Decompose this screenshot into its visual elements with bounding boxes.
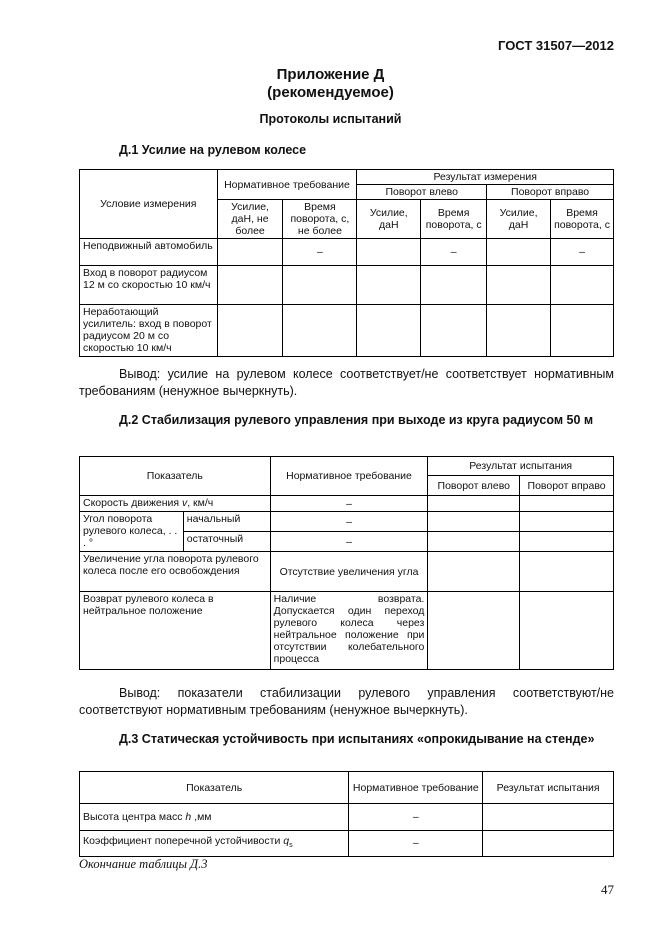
cell	[520, 532, 614, 552]
cell	[217, 266, 283, 305]
table-row	[80, 592, 614, 670]
conclusion-d1	[79, 366, 614, 400]
appendix-title	[0, 66, 661, 102]
dash-cell: –	[421, 239, 487, 266]
col-left-time: Время поворота, с	[421, 200, 487, 239]
cell	[520, 592, 614, 670]
table-continuation-note: Окончание таблицы Д.3	[79, 857, 208, 871]
table-row	[80, 830, 614, 856]
row-speed-label: Скорость движения	[83, 496, 182, 509]
section-d3-title-text: Д.3 Статическая устойчивость при испытаниях «опрокидывание на стенде»	[119, 732, 595, 746]
cell	[551, 305, 614, 357]
col-condition: Условие измерения	[80, 170, 218, 239]
cell	[357, 305, 421, 357]
row-angle-initial: начальный	[183, 512, 270, 532]
col-norm-force: Усилие, даН, не более	[217, 200, 283, 239]
appendix-title-line: Приложение Д	[276, 66, 385, 83]
row-coefficient	[80, 830, 349, 856]
document-code: ГОСТ 31507—2012	[498, 38, 614, 53]
row-increase: Увеличение угла поворота рулевого колеса после его освобождения	[80, 552, 271, 592]
table-row	[80, 552, 614, 592]
table-row	[80, 495, 614, 511]
table-d3	[79, 771, 614, 857]
cell	[283, 266, 357, 305]
cell	[520, 495, 614, 511]
section-d2-title-text: Д.2 Стабилизация рулевого управления при выходе из круга радиусом 50 м	[119, 413, 594, 427]
row-speed	[80, 495, 271, 511]
cell	[428, 552, 520, 592]
dash-cell: –	[270, 532, 428, 552]
row-speed-symbol: v	[181, 496, 188, 509]
row-condition: Вход в поворот радиусом 12 м со скоростью 10 км/ч	[80, 266, 218, 305]
conclusion-d2-text: Вывод: показатели стабилизации рулевого управления соответствуют/не соответствуют нормативным требованиям (ненужное вычеркнуть).	[79, 686, 614, 717]
row-speed-unit: , км/ч	[187, 496, 214, 509]
col-right-time: Время поворота, с	[551, 200, 614, 239]
row-condition: Неработающий усилитель: вход в поворот радиусом 20 м со скоростью 10 км/ч	[80, 305, 218, 357]
cell	[428, 592, 520, 670]
col-turn-left: Поворот влево	[357, 185, 487, 200]
row-angle-residual: остаточный	[183, 532, 270, 552]
table-d2	[79, 456, 614, 670]
table-d1	[79, 169, 614, 357]
col-norm: Нормативное требование	[217, 170, 357, 200]
cell	[421, 305, 487, 357]
row-height-unit: ,мм	[191, 811, 212, 824]
col-result: Результат испытания	[428, 457, 614, 476]
cell	[520, 552, 614, 592]
table-row	[80, 266, 614, 305]
row-height-symbol: h	[185, 811, 192, 824]
dash-cell: –	[270, 495, 428, 511]
row-coefficient-subscript: s	[289, 841, 293, 849]
row-height-label: Высота центра масс	[83, 811, 186, 824]
cell	[283, 305, 357, 357]
col-turn-right: Поворот вправо	[487, 185, 614, 200]
row-increase-req: Отсутствие увеличения угла	[270, 552, 428, 592]
table-row	[80, 305, 614, 357]
section-d3-title	[79, 731, 614, 748]
section-d1-title: Д.1 Усилие на рулевом колесе	[119, 143, 307, 157]
col-left-force: Усилие, даН	[357, 200, 421, 239]
dash-cell: –	[283, 239, 357, 266]
cell	[551, 266, 614, 305]
cell	[217, 305, 283, 357]
cell	[428, 512, 520, 532]
cell	[357, 239, 421, 266]
col-indicator: Показатель	[80, 772, 349, 804]
conclusion-d1-text: Вывод: усилие на рулевом колесе соответствует/не соответствует нормативным требованиям (ненужное вычеркнуть).	[79, 367, 614, 398]
col-result: Результат измерения	[357, 170, 614, 185]
cell	[487, 305, 551, 357]
table-row	[80, 804, 614, 830]
table-row	[80, 239, 614, 266]
cell	[428, 532, 520, 552]
cell	[483, 804, 614, 830]
col-right-force: Усилие, даН	[487, 200, 551, 239]
cell	[520, 512, 614, 532]
col-norm: Нормативное требование	[349, 772, 483, 804]
page-number: 47	[601, 882, 614, 897]
dash-cell: –	[349, 830, 483, 856]
row-angle: Угол поворота рулевого колеса, . . . °	[80, 512, 184, 552]
dash-cell: –	[349, 804, 483, 830]
cell	[421, 266, 487, 305]
cell	[428, 495, 520, 511]
cell	[487, 239, 551, 266]
row-height	[80, 804, 349, 830]
col-norm-time: Время поворота, с, не более	[283, 200, 357, 239]
dash-cell: –	[270, 512, 428, 532]
row-return: Возврат рулевого колеса в нейтральное положение	[80, 592, 271, 670]
section-d2-title	[79, 412, 614, 429]
row-condition: Неподвижный автомобиль	[80, 239, 218, 266]
dash-cell: –	[551, 239, 614, 266]
protocols-title: Протоколы испытаний	[259, 112, 402, 126]
table-row	[80, 512, 614, 532]
conclusion-d2	[79, 685, 614, 719]
cell	[487, 266, 551, 305]
col-indicator: Показатель	[80, 457, 271, 496]
col-result: Результат испытания	[483, 772, 614, 804]
col-norm: Нормативное требование	[270, 457, 428, 496]
col-turn-left: Поворот влево	[428, 476, 520, 495]
row-coefficient-symbol: q	[283, 834, 290, 847]
appendix-subtitle: (рекомендуемое)	[267, 84, 394, 101]
cell	[483, 830, 614, 856]
row-return-req: Наличие возврата. Допускается один переход рулевого колеса через нейтральное положение при отсутствии колебательного процесса	[270, 592, 428, 670]
col-turn-right: Поворот вправо	[520, 476, 614, 495]
cell	[217, 239, 283, 266]
cell	[357, 266, 421, 305]
row-coefficient-label: Коэффициент поперечной устойчивости	[83, 834, 284, 847]
